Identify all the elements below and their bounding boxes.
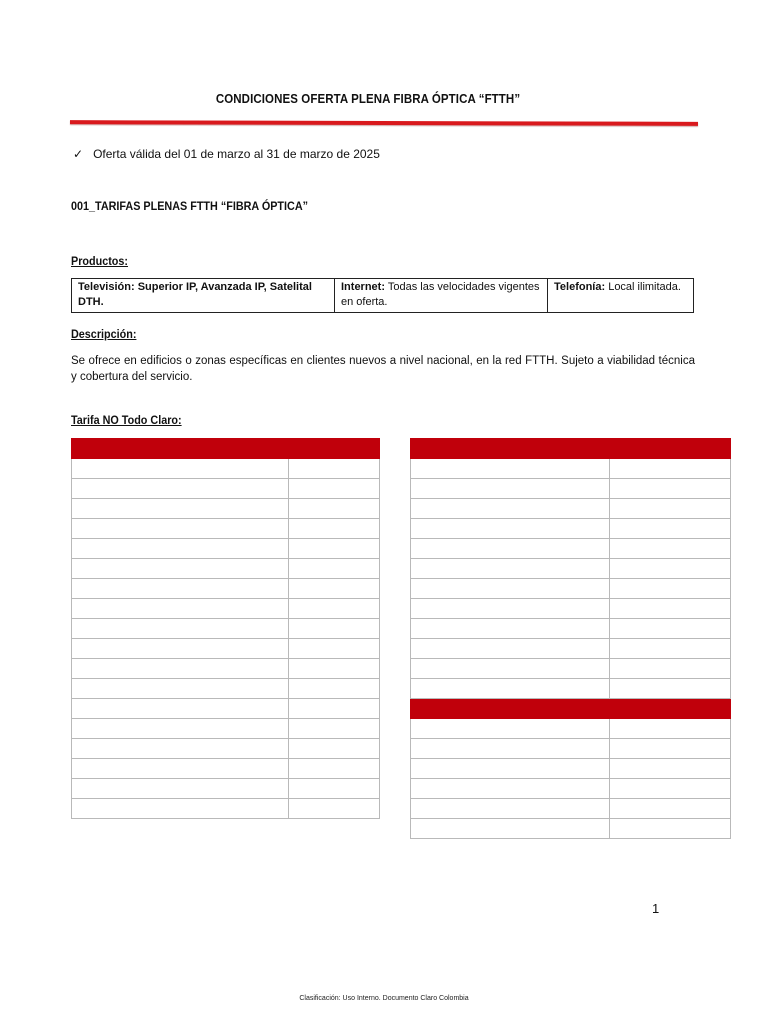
table-cell (411, 799, 610, 819)
table-cell (411, 679, 610, 699)
table-header-row (411, 699, 731, 719)
table-cell (72, 519, 289, 539)
table-cell (610, 599, 731, 619)
table-cell (289, 459, 380, 479)
title-divider (70, 120, 698, 126)
table-cell (411, 559, 610, 579)
table-cell (411, 779, 610, 799)
table-cell (411, 759, 610, 779)
description-text: Se ofrece en edificios o zonas específicas en clientes nuevos a nivel nacional, en la red FTTH. Sujeto a viabilidad técnica y cobertura del servicio. (71, 355, 695, 383)
table-row (411, 739, 731, 759)
classification-footer: Clasificación: Uso Interno. Documento Claro Colombia (299, 995, 469, 1002)
products-heading: Productos: (71, 254, 129, 268)
table-cell (610, 639, 731, 659)
television-cell (72, 279, 335, 313)
products-table (71, 278, 694, 313)
table-cell (610, 519, 731, 539)
table-row (411, 819, 731, 839)
table-row (411, 799, 731, 819)
table-cell (610, 579, 731, 599)
table-cell (411, 719, 610, 739)
validity-text: Oferta válida del 01 de marzo al 31 de marzo de 2025 (93, 147, 380, 161)
validity-line (73, 147, 380, 161)
table-row (72, 759, 380, 779)
table-cell (72, 799, 289, 819)
table-row (72, 519, 380, 539)
table-cell (289, 699, 380, 719)
table-cell (289, 639, 380, 659)
table-row (72, 679, 380, 699)
table-header-cell (411, 439, 610, 459)
television-label: Televisión: Superior IP, Avanzada IP, Satelital DTH. (78, 281, 312, 308)
table-header-row (72, 439, 380, 459)
table-cell (289, 519, 380, 539)
table-row (411, 539, 731, 559)
table-row (72, 739, 380, 759)
table-cell (411, 519, 610, 539)
table-cell (610, 819, 731, 839)
table-cell (411, 739, 610, 759)
table-cell (610, 499, 731, 519)
table-row (72, 799, 380, 819)
table-header-cell (72, 439, 289, 459)
table-cell (289, 679, 380, 699)
table-header-cell (289, 439, 380, 459)
check-icon: ✓ (73, 147, 84, 161)
table-cell (610, 719, 731, 739)
table-cell (411, 619, 610, 639)
table-header-cell (411, 699, 610, 719)
table-cell (610, 799, 731, 819)
table-row (72, 499, 380, 519)
table-cell (289, 739, 380, 759)
table-cell (72, 599, 289, 619)
table-cell (411, 499, 610, 519)
table-cell (72, 759, 289, 779)
table-row (72, 639, 380, 659)
table-row (411, 579, 731, 599)
table-row (411, 779, 731, 799)
tariff-table-right (410, 438, 731, 839)
table-row (411, 499, 731, 519)
tariff-table-left-body (72, 439, 380, 819)
table-cell (72, 499, 289, 519)
table-cell (610, 619, 731, 639)
internet-cell (335, 279, 548, 313)
table-cell (610, 679, 731, 699)
table-row (72, 779, 380, 799)
table-cell (72, 559, 289, 579)
table-row (411, 599, 731, 619)
table-row (72, 539, 380, 559)
table-cell (411, 639, 610, 659)
table-cell (72, 699, 289, 719)
page-title: CONDICIONES OFERTA PLENA FIBRA ÓPTICA “FTTH” (215, 92, 521, 106)
table-row (72, 659, 380, 679)
table-row (72, 459, 380, 479)
telefonia-label: Telefonía: (554, 281, 606, 293)
table-row (72, 619, 380, 639)
table-cell (289, 479, 380, 499)
table-row (411, 459, 731, 479)
table-cell (289, 579, 380, 599)
table-cell (610, 539, 731, 559)
tariff-heading: Tarifa NO Todo Claro: (71, 413, 182, 427)
table-cell (411, 539, 610, 559)
table-cell (411, 659, 610, 679)
table-row (411, 679, 731, 699)
table-row (411, 619, 731, 639)
table-row (411, 719, 731, 739)
table-cell (610, 459, 731, 479)
table-row (411, 559, 731, 579)
table-cell (72, 539, 289, 559)
table-row (411, 659, 731, 679)
section-heading: 001_TARIFAS PLENAS FTTH “FIBRA ÓPTICA” (71, 199, 309, 213)
table-row (411, 759, 731, 779)
table-cell (289, 799, 380, 819)
tariff-table-left (71, 438, 380, 819)
table-cell (610, 559, 731, 579)
table-cell (610, 739, 731, 759)
page-number: 1 (652, 901, 660, 916)
table-row (411, 479, 731, 499)
table-cell (411, 479, 610, 499)
table-cell (289, 499, 380, 519)
table-header-cell (610, 699, 731, 719)
table-cell (411, 819, 610, 839)
table-header-cell (610, 439, 731, 459)
table-cell (72, 739, 289, 759)
table-cell (72, 639, 289, 659)
table-row (411, 639, 731, 659)
table-cell (289, 719, 380, 739)
table-cell (72, 659, 289, 679)
products-row (72, 279, 694, 313)
table-cell (610, 479, 731, 499)
table-cell (289, 619, 380, 639)
table-cell (411, 459, 610, 479)
table-cell (289, 659, 380, 679)
table-row (72, 599, 380, 619)
table-cell (289, 559, 380, 579)
table-cell (72, 719, 289, 739)
table-cell (289, 599, 380, 619)
table-row (72, 479, 380, 499)
telefonia-value: Local ilimitada. (605, 281, 681, 293)
internet-value: Todas las velocidades vigentes en oferta. (341, 281, 540, 308)
table-cell (610, 759, 731, 779)
table-cell (411, 579, 610, 599)
table-cell (72, 459, 289, 479)
table-cell (72, 619, 289, 639)
telefonia-cell (548, 279, 694, 313)
table-cell (72, 779, 289, 799)
table-cell (72, 679, 289, 699)
table-row (72, 719, 380, 739)
table-header-row (411, 439, 731, 459)
table-row (72, 559, 380, 579)
table-cell (289, 539, 380, 559)
description-heading: Descripción: (71, 327, 137, 341)
table-cell (72, 479, 289, 499)
table-cell (610, 779, 731, 799)
tariff-table-right-body (411, 439, 731, 839)
table-row (72, 579, 380, 599)
table-cell (610, 659, 731, 679)
table-row (411, 519, 731, 539)
table-row (72, 699, 380, 719)
table-cell (411, 599, 610, 619)
table-cell (289, 779, 380, 799)
internet-label: Internet: (341, 281, 385, 293)
table-cell (289, 759, 380, 779)
table-cell (72, 579, 289, 599)
